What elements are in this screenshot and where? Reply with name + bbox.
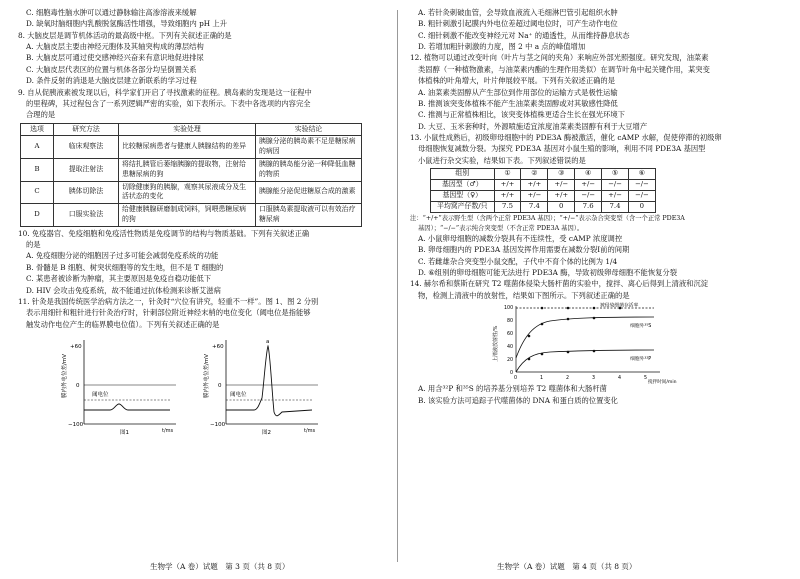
option-text: C. 推测与正常植株相比，该突变体植株更适合生长在强光环境下: [418, 110, 625, 120]
option-text: D. 条件反射的消退是大脑皮层建立新联系的学习过程: [26, 76, 197, 86]
option-text: A. 若针灸刺破血管，会导致血液流入毛细淋巴管引起组织水肿: [418, 8, 618, 17]
figure-3: [490, 302, 690, 384]
table-cell: 平均窝产仔数/只: [431, 202, 495, 213]
fig3-ytick: 80: [507, 319, 514, 325]
figure-row: [18, 332, 390, 436]
table-header: ④: [575, 169, 602, 180]
fig1-xlabel: t/ms: [162, 428, 174, 434]
table-header: ③: [548, 169, 575, 180]
figure-2: [200, 332, 328, 436]
fig1-caption: 图1: [120, 430, 129, 436]
table-row: [21, 204, 362, 227]
table-cell: 口服胰岛素提取液可以有效治疗糖尿病: [256, 204, 362, 227]
table-cell: 7.6: [575, 202, 602, 213]
option-text: A. 大脑皮层主要由神经元胞体及其轴突构成的薄层结构: [26, 42, 204, 52]
table-header: ②: [521, 169, 548, 180]
option-text: A. 油菜素类固醇从产生部位到作用部位的运输方式是极性运输: [418, 87, 618, 97]
question-text: 合理的是: [26, 110, 56, 120]
table-cell: D: [21, 204, 54, 227]
table-header: ①: [494, 169, 521, 180]
question-8: 8. 大脑皮层是调节机体活动的最高级中枢。下列有关叙述正确的是: [18, 30, 232, 40]
table-cell: −/−: [602, 180, 629, 191]
table-cell: +/+: [494, 180, 521, 191]
fig2-ytick-bottom: −100: [210, 422, 226, 428]
fig3-series3-label: 细胞外³²P: [630, 357, 652, 363]
option-text: B. 粗针刺激引起膜内外电位差超过阈电位时，可产生动作电位: [418, 19, 618, 29]
table-header-row: [21, 123, 362, 136]
option-text: D. 缺氧时脑细胞内乳酸脱氢酶活性增强，导致细胞内 pH 上升: [26, 19, 228, 29]
table-cell: 0: [548, 202, 575, 213]
table-row: [431, 191, 656, 202]
fig1-ytick-top: +60: [70, 344, 82, 350]
fig3-xtick: 0: [514, 376, 518, 382]
fig3-xtick: 3: [592, 376, 596, 382]
question-text: 小鼠进行杂交实验，结果如下表。下列叙述错误的是: [418, 155, 586, 165]
experiment-table: [20, 123, 362, 227]
fig2-ytick-zero: 0: [218, 383, 222, 389]
question-text: 的里程碑，其过程包含了一系列逻辑严密的实验，如下表所示。下表中各选项的内容完全: [26, 98, 311, 108]
table-cell: 胰腺能分泌促进糖原合成的激素: [256, 181, 362, 204]
table-cell: 给健康胰腺研磨制成饲料，饲喂患糖尿病的狗: [119, 204, 256, 227]
table-cell: −/−: [628, 191, 655, 202]
table-cell: −/−: [628, 180, 655, 191]
table-header-row: [431, 169, 656, 180]
fig3-xlabel: 搅拌时间/min: [648, 380, 677, 385]
option-text: C. 大脑皮层代表区的位置与机体各部分均呈倒置关系: [26, 64, 197, 74]
table-header: 研究方法: [54, 123, 119, 136]
fig3-xtick: 5: [644, 376, 648, 382]
question-text: 触发动作电位产生的临界膜电位值）。下列有关叙述正确的是: [26, 319, 220, 329]
question-text: 物，检测上清液中的放射性，结果如下图所示。下列叙述正确的是: [418, 290, 630, 300]
table-header: 组别: [431, 169, 495, 180]
fig1-ylabel: 膜内外电位差/mV: [62, 354, 68, 398]
option-text: A. 小鼠卵母细胞的减数分裂具有不连续性，受 cAMP 浓度调控: [418, 234, 623, 244]
question-14: 14. 赫尔希和蔡斯在研究 T2 噬菌体侵染大肠杆菌的实验中，搅拌、离心后得到上清液和沉淀: [410, 279, 709, 289]
fig3-xtick: 4: [618, 376, 622, 382]
fig3-ytick: 20: [507, 358, 514, 364]
option-text: A. 用含³²P 和³⁵S 的培养基分别培养 T2 噬菌体和大肠杆菌: [418, 384, 607, 394]
table-header: 实验结论: [256, 123, 362, 136]
table-cell: B: [21, 158, 54, 181]
table-cell: 胰腺的胰岛能分泌一种降低血糖的物质: [256, 158, 362, 181]
table-cell: 7.4: [602, 202, 629, 213]
table-header: ⑥: [628, 169, 655, 180]
option-text: A. 免疫细胞分泌的细胞因子过多可能会减弱免疫系统的功能: [26, 251, 219, 261]
question-text: 体植株的叶角增大，叶片伸展较平展。下列有关叙述正确的是: [418, 76, 616, 86]
question-13: 13. 小鼠性成熟后，初级卵母细胞中的 PDE3A 酶被激活，催化 cAMP 水解，促使停滞的初级卵: [410, 132, 722, 142]
table-cell: +/−: [548, 180, 575, 191]
genotype-table: [430, 168, 656, 213]
fig2-ytick-top: +60: [212, 344, 224, 350]
table-cell: 提取注射法: [54, 158, 119, 181]
table-header: 选项: [21, 123, 54, 136]
left-column: [18, 8, 390, 437]
table-cell: 基因型（♂）: [431, 180, 495, 191]
option-text: D. ⑥组别的卵母细胞可能无法进行 PDE3A 酶，导致初级卵母细胞不能恢复分裂: [418, 268, 678, 278]
table-row: [21, 158, 362, 181]
table-cell: +/+: [521, 180, 548, 191]
option-text: C. 细针刺激不能改变神经元对 Na⁺ 的通透性，从而维持静息状态: [418, 30, 630, 40]
option-text: B. 大脑皮层可通过使交感神经兴奋来有意识地促进排尿: [26, 53, 204, 63]
figure-1: [58, 332, 186, 436]
question-10: 10. 免疫器官、免疫细胞和免疫活性物质是免疫调节的结构与物质基础。下列有关叙述正确: [18, 228, 310, 238]
fig3-series1-label: 被侵染细菌存活率: [600, 303, 639, 309]
option-text: C. 若雌雄杂合突变型小鼠交配，子代中不育个体的比例为 1/4: [418, 256, 618, 266]
fig1-threshold-label: 阈电位: [92, 392, 109, 398]
table-cell: 7.5: [494, 202, 521, 213]
option-text: D. 若增加粗针刺激的力度，图 2 中 a 点的峰值增加: [418, 42, 586, 52]
fig2-point-a-label: a: [266, 339, 270, 345]
question-text: 类固醇（一种植物激素，与油菜素内酯的生理作用类似）在调节叶角中起关键作用，某突变: [418, 64, 710, 74]
question-text: 母细胞恢复减数分裂。为探究 PDE3A 基因对小鼠生殖的影响，利用不同 PDE3A 基因型: [418, 144, 706, 154]
fig1-ytick-bottom: −100: [68, 422, 84, 428]
fig2-ylabel: 膜内外电位差/mV: [204, 354, 210, 398]
table-cell: +/−: [575, 180, 602, 191]
table-cell: +/+: [548, 191, 575, 202]
question-text: 表示用细针和粗针进行针灸治疗时，针刺部位附近神经末梢的电位变化（阈电位是指能够: [26, 308, 311, 318]
option-text: D. 大豆、玉米套种时，外源喷施适宜浓度油菜素类固醇有利于大豆增产: [418, 121, 648, 131]
fig3-ytick: 40: [507, 345, 514, 351]
table-cell: 胰腺分泌的胰岛素不足是糖尿病的病因: [256, 136, 362, 159]
option-text: D. HIV 会攻击免疫系统，故不能通过抗体检测来诊断艾滋病: [26, 285, 221, 295]
table-cell: 将结扎胰管后萎缩胰腺的提取物，注射给患糖尿病的狗: [119, 158, 256, 181]
table-row: [21, 181, 362, 204]
table-cell: 基因型（♀）: [431, 191, 495, 202]
table-note: 基因）；“−/−”表示纯合突变型（不含正常 PDE3A 基因）。: [418, 224, 584, 232]
fig3-xtick: 2: [566, 376, 570, 382]
table-cell: −/−: [575, 191, 602, 202]
question-9: 9. 自从促胰液素被发现以后，科学家们开启了寻找激素的征程。胰岛素的发现是这一征程中: [18, 87, 312, 97]
option-text: B. 骨髓是 B 细胞、树突状细胞等的发生地，但不是 T 细胞的: [26, 262, 224, 272]
table-row: [431, 202, 656, 213]
table-row: [431, 180, 656, 191]
table-header: 实验处理: [119, 123, 256, 136]
table-cell: +/−: [521, 191, 548, 202]
option-text: B. 该实验方法可追踪子代噬菌体的 DNA 和蛋白质的位置变化: [418, 395, 618, 405]
table-cell: 胰体切除法: [54, 181, 119, 204]
option-text: C. 细胞毒性脑水肿可以通过静脉输注高渗溶液来缓解: [26, 8, 197, 17]
question-12: 12. 植物可以通过改变叶向（叶片与茎之间的夹角）来响应外部光照强度。研究发现，油菜素: [410, 53, 709, 63]
table-cell: 7.4: [521, 202, 548, 213]
fig2-caption: 图2: [262, 430, 271, 436]
fig3-ytick: 100: [504, 306, 514, 312]
fig3-ytick: 60: [507, 332, 514, 338]
page-footer-left: 生物学（A 卷）试题 第 3 页（共 8 页）: [150, 562, 290, 571]
table-cell: C: [21, 181, 54, 204]
table-cell: 口服实验法: [54, 204, 119, 227]
fig2-xlabel: t/ms: [304, 428, 316, 434]
fig2-threshold-label: 阈电位: [230, 392, 247, 398]
fig3-ytick: 0: [510, 371, 514, 377]
question-11: 11. 针灸是我国传统医学治病方法之一，针灸时“穴位有讲究，轻重不一样”。图 1、图 2 分别: [18, 296, 319, 306]
table-cell: +/−: [602, 191, 629, 202]
table-header: ⑤: [602, 169, 629, 180]
table-cell: 比较糖尿病患者与健康人胰腺结构的差异: [119, 136, 256, 159]
question-text: 的是: [26, 240, 41, 250]
table-note: 注：“+/+”表示野生型（含两个正常 PDE3A 基因）；“+/−”表示杂合突变型（含一个正常 PDE3A: [410, 215, 685, 223]
fig3-ylabel: 上清液放射性/%: [493, 325, 499, 363]
fig3-series2-label: 细胞外³⁵S: [630, 324, 652, 330]
table-cell: +/+: [494, 191, 521, 202]
column-divider: [397, 10, 398, 562]
fig3-xtick: 1: [540, 376, 544, 382]
table-row: [21, 136, 362, 159]
page-footer-right: 生物学（A 卷）试题 第 4 页（共 8 页）: [497, 562, 637, 571]
option-text: C. 某患者被诊断为肿瘤，其主要原因是免疫自稳功能低下: [26, 274, 212, 284]
right-column: [410, 8, 782, 407]
option-text: B. 推测该突变体植株不能产生油菜素类固醇或对其敏感性降低: [418, 98, 618, 108]
fig1-ytick-zero: 0: [76, 383, 80, 389]
table-cell: 切除健康狗的胰腺，观察其尿液成分及生活状态的变化: [119, 181, 256, 204]
option-text: B. 卵母细胞内的 PDE3A 基因发挥作用需要在减数分裂Ⅰ前的间期: [418, 245, 630, 255]
table-cell: 临床观察法: [54, 136, 119, 159]
table-cell: 0: [628, 202, 655, 213]
table-cell: A: [21, 136, 54, 159]
